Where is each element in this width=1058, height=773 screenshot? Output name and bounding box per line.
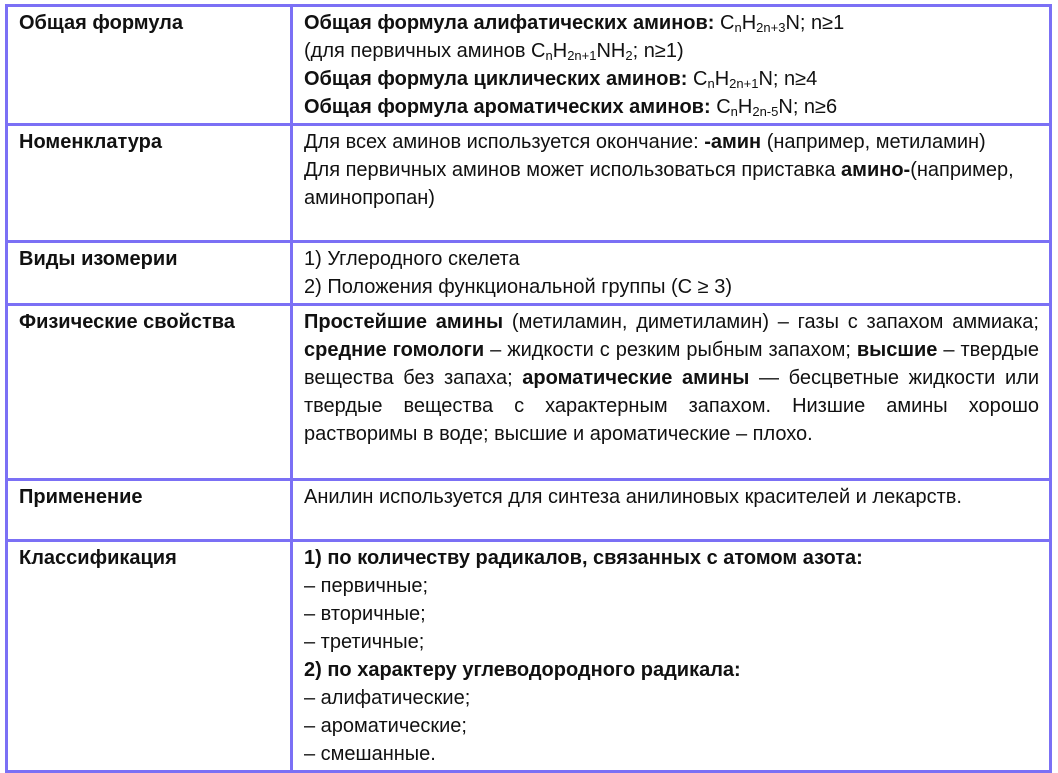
nomenclature-prefix-rule: Для первичных аминов может использоваться приставка амино-(например, аминопропан) xyxy=(304,159,1014,209)
table-row-isomerism xyxy=(7,242,1051,305)
nomenclature-suffix-rule: Для всех аминов используется окончание: -амин (например, метиламин) xyxy=(304,131,986,153)
list-item: – ароматические; xyxy=(304,715,467,737)
physical-properties-content: Простейшие амины (метиламин, диметиламин) – газы с запахом аммиака; средние гомологи – жидкости с резким рыбным запахом; высшие – твердые вещества без запаха; ароматические амины — бесцветные жидкости или твердые вещества с характерным запахом. Низшие амины хорошо растворимы в воде; высшие и ароматические – плохо. xyxy=(292,305,1051,480)
classification-group-title: 1) по количеству радикалов, связанных с атомом азота: xyxy=(304,547,863,569)
row-label: Общая формула xyxy=(7,6,292,125)
table-row-general-formula xyxy=(7,6,1051,125)
primary-amine-formula: (для первичных аминов $C_nH_{2n+1}NH_2$; n≥1) xyxy=(304,40,684,63)
row-label: Номенклатура xyxy=(7,125,292,242)
list-item: 1) Углеродного скелета xyxy=(304,248,520,270)
row-label: Виды изомерии xyxy=(7,242,292,305)
list-item: – первичные; xyxy=(304,575,429,597)
row-label: Физические свойства xyxy=(7,305,292,480)
classification-content xyxy=(292,541,1051,772)
table-row-application xyxy=(7,480,1051,541)
classification-group-title: 2) по характеру углеводородного радикала: xyxy=(304,659,741,681)
aliphatic-formula: Общая формула алифатических аминов: $C_nH_{2n+3}N$; n≥1 xyxy=(304,12,845,35)
aromatic-formula: Общая формула ароматических аминов: $C_nH_{2n-5}N$; n≥6 xyxy=(304,96,838,119)
list-item: – алифатические; xyxy=(304,687,471,709)
row-label: Классификация xyxy=(7,541,292,772)
application-content: Анилин используется для синтеза анилиновых красителей и лекарств. xyxy=(292,480,1051,541)
nomenclature-content xyxy=(292,125,1051,242)
table-row-classification xyxy=(7,541,1051,772)
list-item: – третичные; xyxy=(304,631,425,653)
list-item: – вторичные; xyxy=(304,603,426,625)
cyclic-formula: Общая формула циклических аминов: $C_nH_{2n+1}N$; n≥4 xyxy=(304,68,818,91)
amines-summary-table xyxy=(5,4,1052,773)
table-row-physical-properties xyxy=(7,305,1051,480)
isomerism-content xyxy=(292,242,1051,305)
table-row-nomenclature xyxy=(7,125,1051,242)
list-item: 2) Положения функциональной группы (С ≥ 3) xyxy=(304,276,732,298)
general-formula-content xyxy=(292,6,1051,125)
list-item: – смешанные. xyxy=(304,743,436,765)
row-label: Применение xyxy=(7,480,292,541)
